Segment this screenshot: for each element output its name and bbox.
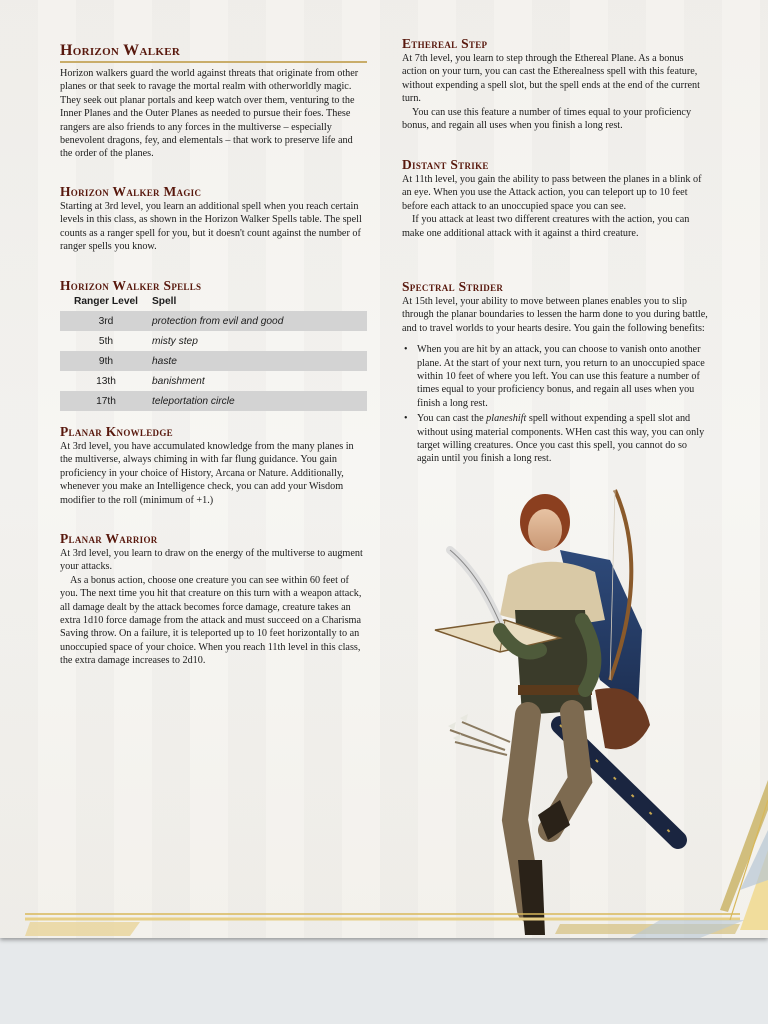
gold-corner-icon — [700, 650, 768, 930]
section-title: Horizon Walker — [60, 42, 181, 59]
title-rule — [60, 61, 367, 63]
section-text: If you attack at least two different creatures with the action, you can make one additional attack with it against a third creature. — [402, 214, 690, 239]
row-level: 17th — [60, 391, 152, 411]
section-text: At 3rd level, you learn to draw on the energy of the multiverse to augment your attacks. — [60, 548, 363, 573]
section-horizon-walker — [60, 42, 367, 161]
benefits-list — [402, 343, 709, 466]
section-spectral-strider — [402, 279, 709, 468]
section-planar-knowledge — [60, 424, 367, 507]
section-horizon-walker-spells — [60, 278, 367, 411]
column-header-level: Ranger Level — [74, 295, 138, 307]
section-horizon-walker-magic — [60, 184, 367, 254]
table-row — [60, 371, 367, 391]
row-spell: protection from evil and good — [152, 311, 367, 331]
table-title: Horizon Walker Spells — [60, 278, 202, 293]
table-row — [60, 331, 367, 351]
column-header-spell: Spell — [152, 295, 177, 307]
gold-trim-icon — [0, 900, 768, 938]
table-row — [60, 351, 367, 371]
row-spell: haste — [152, 351, 367, 371]
section-title: Horizon Walker Magic — [60, 184, 202, 199]
section-text: At 7th level, you learn to step through the Ethereal Plane. As a bonus action on your turn, you can cast the Etherealness spell with this feature, without expending a spell slot, but the spell ends at the end of the current turn. — [402, 53, 700, 105]
section-text: You can use this feature a number of times equal to your proficiency bonus, and regain all uses when you finish a long rest. — [402, 106, 692, 132]
row-spell: teleportation circle — [152, 391, 367, 411]
section-title: Distant Strike — [402, 157, 489, 172]
row-spell: banishment — [152, 375, 205, 387]
section-ethereal-step — [402, 36, 709, 132]
row-level: 5th — [98, 335, 114, 347]
row-spell: misty step — [152, 335, 198, 347]
section-text: Horizon walkers guard the world against threats that originate from other planes or that seek to ravage the mortal realm with otherworldly magic. They seek out planar portals and keep watch over them, venturing to the Inner Planes and the Outer Planes as needed to pursue their foes. These rangers are also friends to any forces in the multiverse – especially benevolent dragons, fey, and elementals – that work to preserve life and the order of the planes. — [60, 68, 359, 160]
spell-name: planeshift — [486, 413, 527, 425]
list-item: • When you are hit by an attack, you can choose to vanish onto another plane. At the start of your next turn, you return to an unoccupied space within 10 feet of where you left. You can use this feature a number of times equal to your proficiency bonus, and regain all uses when you finish a long rest. — [417, 343, 709, 410]
section-title: Spectral Strider — [402, 279, 504, 294]
section-title: Planar Warrior — [60, 531, 158, 546]
table-row — [60, 311, 367, 331]
section-text: At 3rd level, you have accumulated knowledge from the many planes in the multiverse, always chiming in with far flung guidance. You gain proficiency in your choice of History, Arcana or Nature. Additionally, whenever you make an Intelligence check, you can add your Wisdom modifier to the roll (minimum of +1.) — [60, 441, 354, 506]
list-item — [417, 412, 709, 466]
section-distant-strike — [402, 157, 709, 240]
section-text: At 11th level, you gain the ability to pass between the planes in a blink of an eye. When you use the Attack action, you can teleport up to 10 feet before each attack to an unoccupied space you can see. — [402, 174, 702, 212]
section-text: At 15th level, your ability to move between planes enables you to slip through the planar boundaries to lessen the harm done to you during battle, and to travel worlds to your hearts desire. You gain the following benefits: — [402, 296, 708, 334]
list-item-text: You can cast the — [417, 413, 487, 425]
table-header-row — [60, 294, 367, 311]
table-row — [60, 391, 367, 411]
section-title: Ethereal Step — [402, 36, 488, 51]
section-text: As a bonus action, choose one creature you can see within 60 feet of you. The next time you hit that creature on this turn with a weapon attack, all damage dealt by the attack becomes force damage, creature takes an extra 1d10 force damage from the attack and must succeed on a Charisma Saving throw. On a failure, it is teleported up to 10 feet horizontally to an unoccupied space of your choice. When you reach 11th level in this class, the extra damage increases to 2d10. — [60, 574, 362, 667]
row-level: 9th — [60, 351, 152, 371]
row-level: 13th — [96, 375, 116, 387]
row-level: 3rd — [60, 311, 152, 331]
list-item-text: spell without expending a spell slot and without using material components. WHen cast this way, you can only target willing creatures. Once you cast this spell, you cannot do so again until you finish a long rest. — [417, 413, 705, 465]
section-planar-warrior — [60, 531, 367, 668]
section-text: Starting at 3rd level, you learn an additional spell when you reach certain levels in this class, as shown in the Horizon Walker Spells table. The spell counts as a ranger spell for you, but it doesn't count against the number of ranger spells you know. — [60, 201, 362, 253]
spells-table — [60, 294, 367, 411]
section-title: Planar Knowledge — [60, 424, 173, 439]
